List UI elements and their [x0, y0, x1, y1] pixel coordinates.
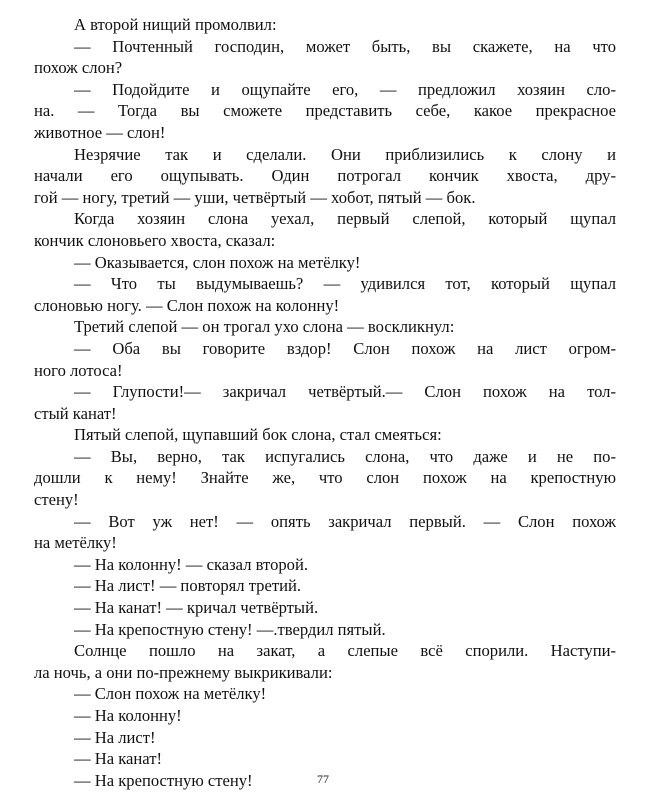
text-line: ла ночь, а они по-прежнему выкрикивали: — [34, 662, 333, 682]
text-line: — Вот уж нет! — опять закричал первый. — Слон похож — [74, 511, 616, 531]
text-line: — На лист! — [74, 727, 156, 747]
text-line: — На канат! — [74, 749, 163, 769]
text-line: животное — слон! — [34, 122, 166, 142]
text-line: — На канат! — кричал четвёртый. — [74, 598, 319, 618]
text-line: стену! — [34, 490, 79, 510]
text-line: — На лист! — повторял третий. — [74, 576, 301, 596]
text-line: Когда хозяин слона уехал, первый слепой, который щупал — [74, 209, 616, 229]
text-line: — На колонну! — сказал второй. — [74, 554, 308, 574]
text-line: — На колонну! — [74, 706, 182, 725]
text-line: дошли к нему! Знайте же, что слон похож на крепостную — [34, 468, 616, 488]
page-number: 77 — [317, 772, 329, 786]
text-line: стый канат! — [34, 403, 117, 423]
text-line: — Подойдите и ощупайте его, — предложил хозяин сло- — [74, 79, 616, 99]
text-line: похож слон? — [34, 58, 123, 78]
text-line: Третий слепой — он трогал ухо слона — воскликнул: — [74, 317, 455, 337]
text-line: гой — ногу, третий — уши, четвёртый — хобот, пятый — бок. — [34, 187, 476, 207]
text-line: А второй нищий промолвил: — [74, 15, 277, 34]
text-line: — Слон похож на метёлку! — [74, 684, 267, 704]
text-line: на метёлку! — [34, 533, 117, 553]
text-line: — Оказывается, слон похож на метёлку! — [74, 252, 361, 272]
text-line: начали его ощупывать. Один потрогал кончик хвоста, дру- — [34, 166, 616, 186]
text-line: слоновью ногу. — Слон похож на колонну! — [34, 295, 340, 315]
text-body — [34, 14, 616, 800]
text-line: — Глупости!— закричал четвёртый.— Слон похож на тол- — [74, 382, 616, 402]
text-line: — Вы, верно, так испугались слона, что даже и не по- — [74, 446, 616, 466]
text-line: Пятый слепой, щупавший бок слона, стал смеяться: — [74, 425, 442, 445]
text-line: — Почтенный господин, может быть, вы скажете, на что — [74, 36, 616, 56]
text-line: — На крепостную стену! — [74, 770, 253, 790]
text-line: — Что ты выдумываешь? — удивился тот, который щупал — [74, 274, 616, 294]
text-line: Незрячие так и сделали. Они приблизились к слону и — [74, 144, 616, 164]
text-line: на. — Тогда вы сможете представить себе, какое прекрасное — [34, 101, 616, 121]
text-line: ного лотоса! — [34, 360, 123, 380]
text-line: — Оба вы говорите вздор! Слон похож на лист огром- — [74, 338, 616, 358]
text-line: Солнце пошло на закат, а слепые всё спорили. Наступи- — [74, 641, 616, 661]
text-line: кончик слоновьего хвоста, сказал: — [34, 230, 276, 250]
text-line: — На крепостную стену! —.твердил пятый. — [74, 619, 386, 639]
